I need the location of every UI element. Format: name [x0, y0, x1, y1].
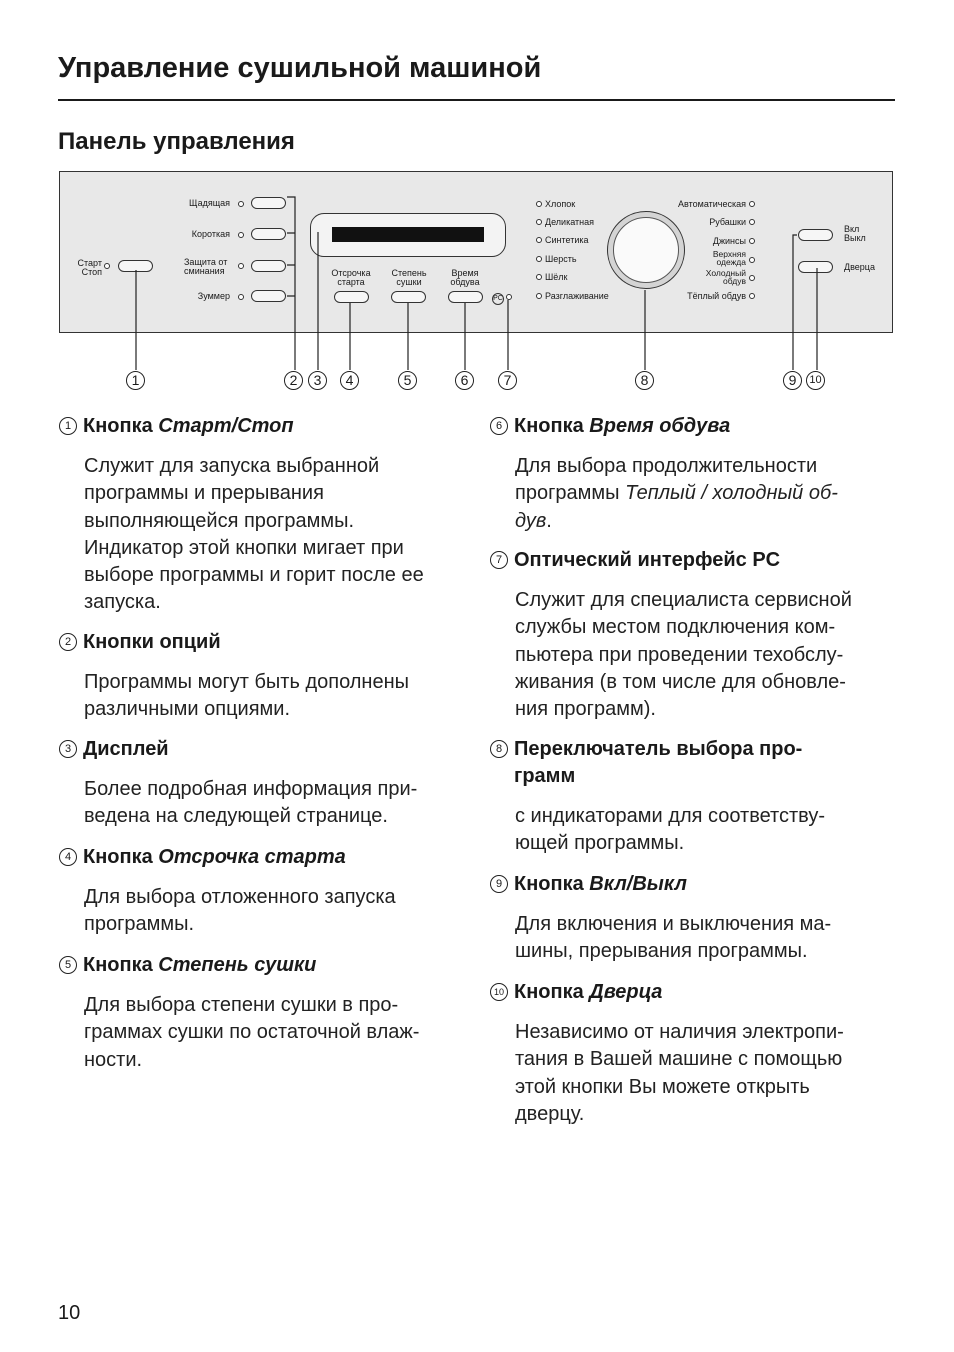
option-button-anticrease	[251, 260, 286, 272]
item-heading: Кнопка Степень сушки	[83, 954, 317, 976]
callout-10: 10	[806, 371, 825, 390]
dryness-level-button	[391, 291, 426, 303]
item-body: Для выбора степени сушки в про- граммах сушки по остаточной влаж- ности.	[84, 994, 420, 1071]
item-heading: Дисплей	[83, 738, 169, 760]
program-label-delicate: Деликатная	[545, 217, 594, 227]
program-led	[536, 201, 542, 207]
callout-1: 1	[126, 371, 145, 390]
item-heading: Кнопка Вкл/Выкл	[514, 873, 687, 895]
option-button-short	[251, 228, 286, 240]
callout-4: 4	[340, 371, 359, 390]
item-number: 5	[59, 956, 77, 974]
program-label-wool: Шерсть	[545, 254, 577, 264]
item-3	[59, 736, 469, 831]
program-label-smoothing: Разглаживание	[545, 291, 609, 301]
callout-9: 9	[783, 371, 802, 390]
item-body: с индикаторами для соответству- ющей программы.	[515, 805, 825, 855]
program-led	[536, 256, 542, 262]
item-1	[59, 413, 469, 617]
program-led	[749, 238, 755, 244]
program-led	[749, 293, 755, 299]
callout-6: 6	[455, 371, 474, 390]
item-10	[490, 979, 900, 1128]
door-label: Дверца	[844, 262, 875, 272]
program-label-automatic: Автоматическая	[678, 199, 746, 209]
dryness-level-label: Степень сушки	[391, 268, 427, 287]
item-heading: Кнопка Отсрочка старта	[83, 846, 346, 868]
item-number: 3	[59, 740, 77, 758]
item-number: 6	[490, 417, 508, 435]
item-4	[59, 844, 469, 939]
on-off-button	[798, 229, 833, 241]
program-led	[536, 274, 542, 280]
item-body: Для выбора продолжительности программы Теплый / холодный об- дув.	[515, 455, 838, 532]
program-label-synthetic: Синтетика	[545, 235, 589, 245]
blow-time-button	[448, 291, 483, 303]
delay-start-button	[334, 291, 369, 303]
option-button-buzzer	[251, 290, 286, 302]
pc-interface-icon: PC	[492, 293, 504, 305]
item-2	[59, 629, 469, 724]
program-label-jeans: Джинсы	[712, 236, 746, 246]
item-body: Более подробная информация при- ведена на следующей странице.	[84, 778, 418, 828]
page-number: 10	[58, 1302, 81, 1324]
display	[332, 227, 484, 242]
item-5	[59, 952, 469, 1074]
callout-5: 5	[398, 371, 417, 390]
item-body: Служит для специалиста сервисной службы местом подключения ком- пьютера при проведении техобслу- живания (в том числе для обновле- ния программ).	[515, 589, 852, 721]
program-led	[536, 237, 542, 243]
item-body: Программы могут быть дополнены различными опциями.	[84, 671, 410, 721]
option-label-short: Короткая	[191, 229, 230, 239]
item-number: 7	[490, 551, 508, 569]
item-heading: Переключатель выбора про- грамм	[514, 738, 803, 787]
item-number: 9	[490, 875, 508, 893]
item-heading: Кнопка Старт/Стоп	[83, 415, 294, 437]
item-number: 8	[490, 740, 508, 758]
program-label-cotton: Хлопок	[545, 199, 576, 209]
title-rule	[58, 99, 895, 101]
program-led	[536, 219, 542, 225]
option-button-gentle	[251, 197, 286, 209]
item-heading: Кнопка Время обдува	[514, 415, 731, 437]
control-panel-illustration	[59, 171, 893, 333]
pc-interface-led	[506, 294, 512, 300]
option-led-gentle	[238, 201, 244, 207]
program-label-outerwear: Верхняя одежда	[712, 249, 746, 267]
callout-8: 8	[635, 371, 654, 390]
start-stop-label: Старт Стоп	[77, 258, 102, 277]
item-number: 2	[59, 633, 77, 651]
option-led-anticrease	[238, 263, 244, 269]
item-body: Независимо от наличия электропи- тания в Вашей машине с помощью этой кнопки Вы можете открыть дверцу.	[515, 1021, 844, 1125]
start-stop-button	[118, 260, 153, 272]
program-label-cold-air: Холодный обдув	[705, 268, 746, 286]
option-led-short	[238, 232, 244, 238]
on-off-label: Вкл Выкл	[844, 224, 866, 243]
item-6	[490, 413, 900, 535]
program-led	[749, 275, 755, 281]
program-led	[749, 201, 755, 207]
program-label-warm-air: Тёплый обдув	[687, 291, 746, 301]
item-heading: Кнопки опций	[83, 631, 221, 653]
program-label-silk: Шёлк	[545, 272, 568, 282]
program-label-shirts: Рубашки	[709, 217, 746, 227]
item-number: 1	[59, 417, 77, 435]
callout-2: 2	[284, 371, 303, 390]
item-number: 10	[490, 983, 508, 1001]
door-button	[798, 261, 833, 273]
item-number: 4	[59, 848, 77, 866]
delay-start-label: Отсрочка старта	[331, 268, 371, 287]
item-body: Для выбора отложенного запуска программы.	[84, 886, 396, 936]
item-body: Служит для запуска выбранной программы и прерывания выполняющейся программы. Индикатор этой кнопки мигает при выборе программы и горит после ее запуска.	[84, 455, 424, 614]
item-heading: Кнопка Дверца	[514, 981, 663, 1003]
section-title: Панель управления	[58, 128, 295, 155]
option-led-buzzer	[238, 294, 244, 300]
blow-time-label: Время обдува	[450, 268, 480, 287]
page-title: Управление сушильной машиной	[58, 52, 542, 84]
program-led	[536, 293, 542, 299]
option-label-gentle: Щадящая	[189, 198, 230, 208]
program-led	[749, 219, 755, 225]
start-stop-led	[104, 263, 110, 269]
item-heading: Оптический интерфейс PC	[514, 549, 781, 571]
callout-7: 7	[498, 371, 517, 390]
option-label-buzzer: Зуммер	[197, 291, 230, 301]
item-9	[490, 871, 900, 966]
item-7	[490, 547, 900, 723]
option-label-anticrease: Защита от сминания	[184, 257, 228, 276]
item-8	[490, 736, 900, 858]
callout-3: 3	[308, 371, 327, 390]
program-led	[749, 257, 755, 263]
item-body: Для включения и выключения ма- шины, прерывания программы.	[515, 913, 832, 963]
